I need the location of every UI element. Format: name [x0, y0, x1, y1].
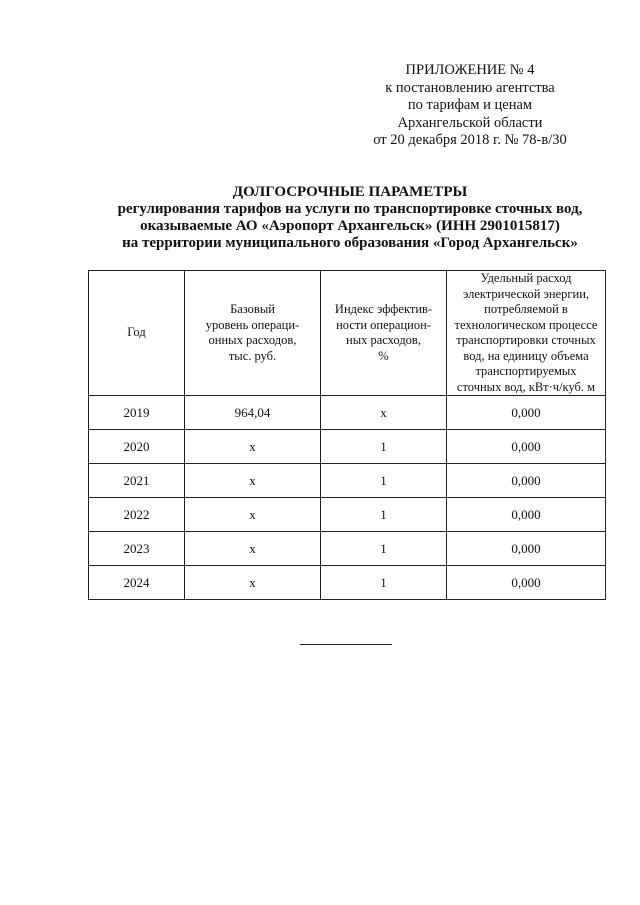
- header-text-line: Год: [127, 325, 146, 340]
- cell-year: 2022: [89, 498, 185, 532]
- parameters-table: [88, 270, 606, 600]
- closing-rule: [300, 644, 392, 645]
- header-text-line: онных расходов,: [208, 333, 297, 347]
- cell-energy-consumption: 0,000: [447, 430, 606, 464]
- cell-efficiency-index: 1: [321, 498, 447, 532]
- header-text-line: транспортировки сточных: [456, 333, 596, 347]
- cell-efficiency-index: 1: [321, 566, 447, 600]
- cell-base-opex: х: [185, 430, 321, 464]
- header-text-line: сточных вод, кВт·ч/куб. м: [456, 379, 596, 394]
- heading-line: на территории муниципального образования «Город Архангельск»: [122, 235, 578, 251]
- appendix-title: ПРИЛОЖЕНИЕ № 4: [405, 62, 535, 78]
- cell-base-opex: х: [185, 498, 321, 532]
- header-text-line: ных расходов,: [346, 333, 421, 347]
- header-text-line: транспортируемых: [475, 364, 577, 378]
- header-text-line: уровень операци-: [205, 317, 300, 332]
- header-year: [89, 271, 185, 396]
- appendix-line: к постановлению агентства: [385, 79, 555, 96]
- cell-base-opex: х: [185, 464, 321, 498]
- header-text-line: Базовый: [230, 302, 275, 316]
- header-text-line: потребляемой в: [484, 302, 568, 316]
- header-text-line: электрической энергии,: [462, 286, 590, 301]
- header-text-line: %: [378, 348, 389, 363]
- cell-efficiency-index: 1: [321, 532, 447, 566]
- header-text-line: технологическом процессе: [454, 317, 598, 332]
- table-row: [89, 532, 606, 566]
- heading-line: регулирования тарифов на услуги по транспортировке сточных вод,: [117, 201, 583, 217]
- cell-base-opex: х: [185, 532, 321, 566]
- cell-energy-consumption: 0,000: [447, 396, 606, 430]
- header-text-line: тыс. руб.: [228, 348, 277, 363]
- table-row: [89, 566, 606, 600]
- header-text-line: Индекс эффектив-: [334, 302, 433, 316]
- cell-energy-consumption: 0,000: [447, 566, 606, 600]
- heading-line: оказываемые АО «Аэропорт Архангельск» (ИНН 2901015817): [140, 218, 560, 234]
- table-row: [89, 498, 606, 532]
- cell-year: 2024: [89, 566, 185, 600]
- table-row: [89, 396, 606, 430]
- cell-year: 2023: [89, 532, 185, 566]
- cell-energy-consumption: 0,000: [447, 532, 606, 566]
- cell-base-opex: х: [185, 566, 321, 600]
- table-row: [89, 430, 606, 464]
- cell-energy-consumption: 0,000: [447, 498, 606, 532]
- cell-year: 2020: [89, 430, 185, 464]
- appendix-date: от 20 декабря 2018 г. № 78-в/30: [373, 132, 567, 148]
- header-energy-consumption: [447, 271, 606, 396]
- table-body: [89, 396, 606, 600]
- document-heading: [60, 184, 640, 252]
- cell-year: 2019: [89, 396, 185, 430]
- table-header-row: [89, 271, 606, 396]
- header-efficiency-index: [321, 271, 447, 396]
- table-row: [89, 464, 606, 498]
- cell-base-opex: 964,04: [185, 396, 321, 430]
- header-text-line: вод, на единицу объема: [463, 348, 589, 363]
- cell-efficiency-index: х: [321, 396, 447, 430]
- header-text-line: ности операцион-: [336, 317, 431, 332]
- appendix-line: Архангельской области: [397, 114, 543, 131]
- header-text-line: Удельный расход: [480, 271, 572, 285]
- cell-efficiency-index: 1: [321, 464, 447, 498]
- heading-title: ДОЛГОСРОЧНЫЕ ПАРАМЕТРЫ: [232, 184, 468, 200]
- cell-efficiency-index: 1: [321, 430, 447, 464]
- header-base-opex: [185, 271, 321, 396]
- appendix-line: по тарифам и ценам: [407, 97, 533, 113]
- cell-year: 2021: [89, 464, 185, 498]
- cell-energy-consumption: 0,000: [447, 464, 606, 498]
- appendix-block: [330, 62, 610, 150]
